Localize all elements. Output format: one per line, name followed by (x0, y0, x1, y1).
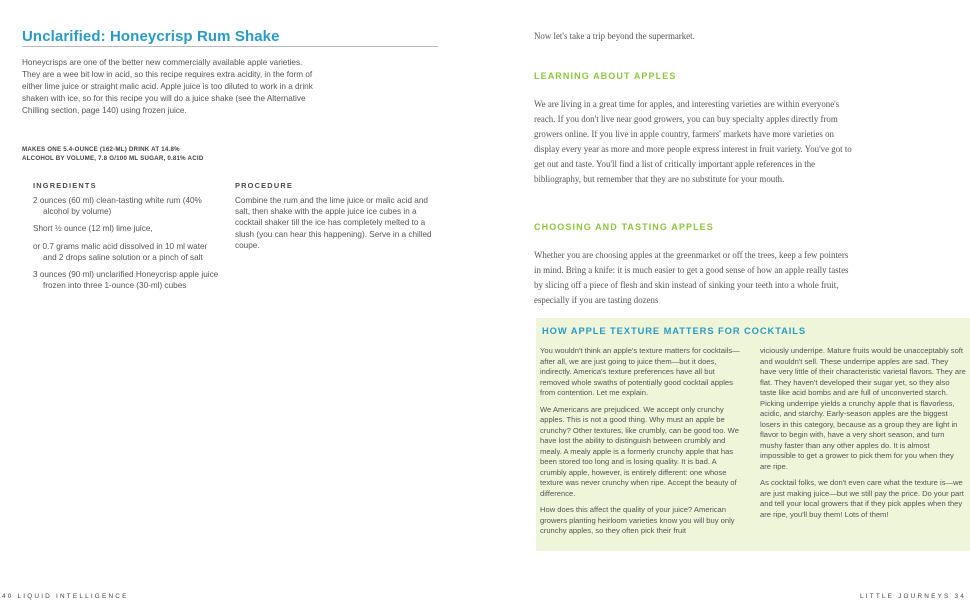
ingredients-list (33, 195, 223, 297)
recipe-yield-line2: ALCOHOL BY VOLUME, 7.8 G/100 ML SUGAR, 0.81% ACID (22, 155, 204, 162)
recipe-yield (22, 145, 322, 163)
sidebar-paragraph: How does this affect the quality of your juice? American growers planting heirloom varieties know you will buy only crunchy apples, so they often pick their fruit (540, 505, 735, 535)
sidebar-box (536, 318, 970, 551)
right-page (485, 0, 970, 607)
sidebar-paragraph: We Americans are prejudiced. We accept only crunchy apples. This is not a good thing. Why must an apple be crunchy? Other textures, like crumbly, can be good too. We have lost the ability to distinguish between crumbly and mealy. A mealy apple is a formerly crunchy apple that has been stored too long and is losing quality. It is bad. A crumbly apple, however, is entirely different: one whose texture was never crunchy when ripe. Accept the beauty of difference. (540, 404, 739, 498)
procedure-text: Combine the rum and the lime juice or malic acid and salt, then shake with the apple juice ice cubes in a cocktail shaker till the ice has completely melted to a slush (you can hear this happening). Serve in a chilled coupe. (235, 196, 432, 250)
ingredient-item: 3 ounces (90 ml) unclarified Honeycrisp apple juice frozen into three 1-ounce (30-ml) cubes (33, 270, 219, 291)
title-rule (22, 46, 438, 47)
section-text-learning: We are living in a great time for apples, and interesting varieties are within everyone's reach. If you don't live near good growers, you can buy specialty apples directly from growers online. If you live in apple country, farmers' markets have more varieties on display every year as more and more people express interest in fruit variety. You've got to get out and taste. You'll find a list of critically important apple references in the bibliography, but remember that they are no substitute for your mouth. (534, 99, 852, 184)
recipe-title: Unclarified: Honeycrisp Rum Shake (22, 28, 280, 45)
sidebar-paragraph: You wouldn't think an apple's texture matters for cocktails—after all, we are just going to juice them—but it does, indirectly. America's texture preferences have all but removed whole swaths of potentially good cocktail apples from contention. Let me explain. (540, 346, 740, 397)
section-heading-choosing: CHOOSING AND TASTING APPLES (534, 222, 714, 232)
section-heading-learning: LEARNING ABOUT APPLES (534, 71, 677, 81)
ingredients-heading: INGREDIENTS (33, 181, 97, 190)
right-folio: LITTLE JOURNEYS 34 (859, 593, 966, 600)
procedure-heading: PROCEDURE (235, 181, 294, 190)
section-text-choosing: Whether you are choosing apples at the greenmarket or off the trees, keep a few pointers in mind. Bring a knife: it is much easier to get a good sense of how an apple really tastes by slicing off a piece of flesh and skin instead of sinking your teeth into a whole fruit, especially if you are tasting dozens (534, 250, 849, 305)
ingredient-item: Short ½ ounce (12 ml) lime juice, (33, 224, 153, 234)
recipe-intro: Honeycrisps are one of the better new commercially available apple varieties. They are a wee bit low in acid, so this recipe requires extra acidity, in the form of either lime juice or straight malic acid. Apple juice is too diluted to work in a drink shaken with ice, so for this recipe you will do a juice shake (see the Alternative Chilling section, page 140) using frozen juice. (22, 58, 313, 115)
sidebar-column-1 (540, 346, 742, 543)
sidebar-heading: HOW APPLE TEXTURE MATTERS FOR COCKTAILS (542, 325, 807, 336)
left-folio: 40 LIQUID INTELLIGENCE (2, 593, 129, 600)
ingredient-item: 2 ounces (60 ml) clean-tasting white rum (40% alcohol by volume) (33, 196, 202, 217)
lead-sentence: Now let's take a trip beyond the supermarket. (534, 31, 695, 41)
sidebar-paragraph: As cocktail folks, we don't even care what the texture is—we are just making juice—but we still pay the price. Do your part and tell your local growers that if they pick apples when they are ripe, you'll buy them! Lots of them! (760, 478, 964, 519)
ingredient-item: or 0.7 grams malic acid dissolved in 10 ml water and 2 drops saline solution or a pinch of salt (33, 241, 208, 262)
sidebar-column-2 (760, 346, 966, 526)
sidebar-paragraph: viciously underripe. Mature fruits would be unacceptably soft and wouldn't sell. These underripe apples are sad. They have very little of their characteristic varietal flavors. They are flat. They haven't developed their sugar yet, so they also taste like acid bombs and are full of unconverted starch. Picking underripe yields a crunchy apple that is flavorless, acidic, and starchy. Early-season apples are the biggest losers in this category, because as a group they are light in flavor to begin with, have a very short season, and turn mushy faster than any other apples do. It is almost impossible to get a grower to pick them for you when they are ripe. (760, 346, 966, 471)
recipe-yield-line1: MAKES ONE 5.4-OUNCE (162-ML) DRINK AT 14.8% (22, 146, 180, 153)
